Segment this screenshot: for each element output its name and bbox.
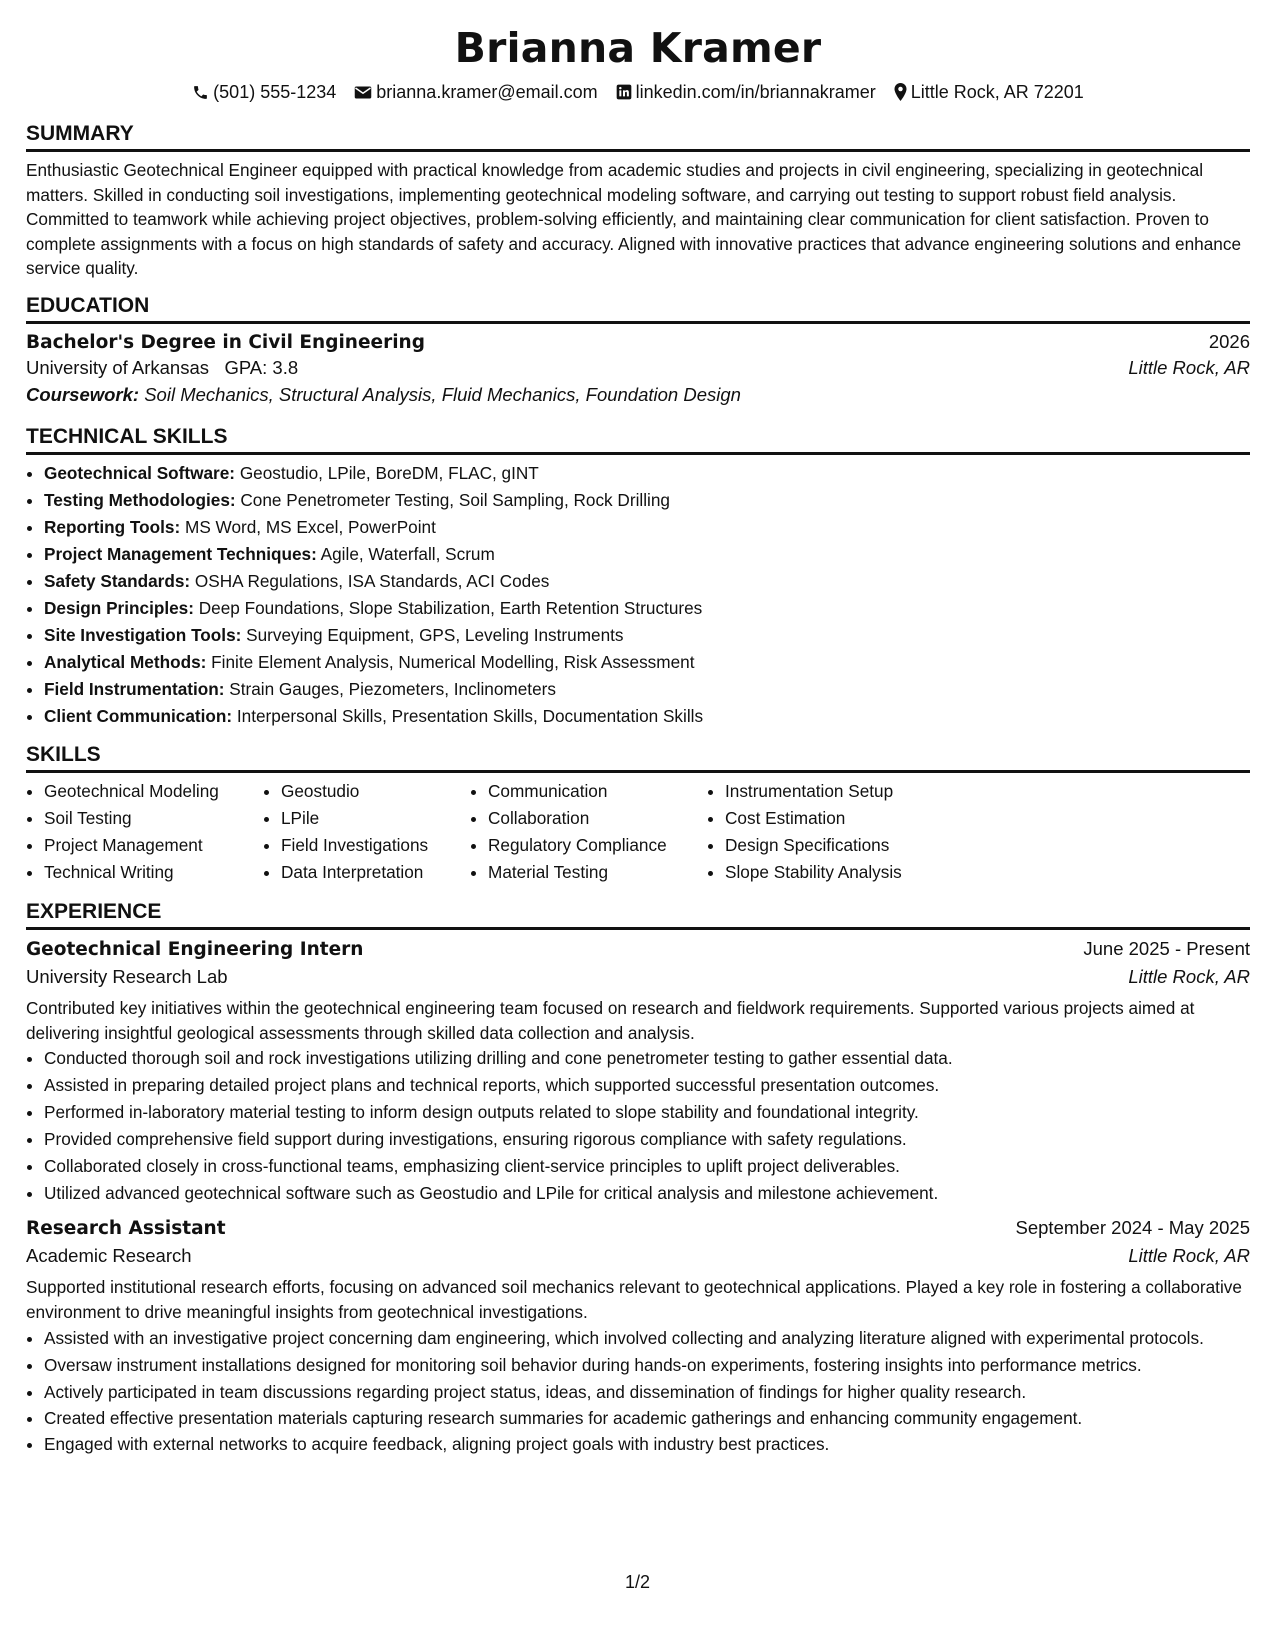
gpa: GPA: 3.8 <box>224 356 299 378</box>
list-item: • Safety Standards: OSHA Regulations, ISA Standards, ACI Codes <box>44 568 1250 595</box>
contact-email[interactable] <box>354 82 597 103</box>
school-and-gpa <box>26 357 298 379</box>
education-row-1 <box>26 331 1250 353</box>
skills-grid <box>26 778 1250 886</box>
list-item: • Cost Estimation <box>725 805 985 832</box>
job-dates: September 2024 - May 2025 <box>1015 1217 1250 1239</box>
list-item: • Provided comprehensive field support during investigations, ensuring rigorous compliance with safety regulations. <box>44 1126 1250 1153</box>
list-item: • Material Testing <box>488 859 707 886</box>
list-item: • Actively participated in team discussions regarding project status, ideas, and dissemination of findings for higher quality research. <box>44 1379 1250 1405</box>
job-description: Contributed key initiatives within the geotechnical engineering team focused on research and fieldwork requirements. Supported various projects aimed at delivering insightful geological assessments through skilled data collection and analysis. <box>26 997 1195 1043</box>
job-bullets <box>26 1045 1250 1207</box>
degree-title: Bachelor's Degree in Civil Engineering <box>26 331 425 353</box>
map-pin-icon <box>894 83 907 101</box>
graduation-year: 2026 <box>1208 330 1250 352</box>
list-item: • Project Management <box>44 832 263 859</box>
phone-icon <box>192 84 209 101</box>
resume-page <box>26 18 1250 1457</box>
list-item: • Technical Writing <box>44 859 263 886</box>
contact-bar <box>26 80 1250 104</box>
list-item: • Assisted with an investigative project concerning dam engineering, which involved collecting and analyzing literature aligned with experimental protocols. <box>44 1326 1250 1351</box>
page-number: 1/2 <box>624 1572 651 1592</box>
summary-section <box>26 121 1250 281</box>
coursework-label: Coursework: <box>26 383 140 405</box>
list-item: • Created effective presentation materials capturing research summaries for academic gatherings and enhancing community engagement. <box>44 1405 1250 1431</box>
list-item: • Client Communication: Interpersonal Skills, Presentation Skills, Documentation Skills <box>44 703 1250 730</box>
list-item: • Geotechnical Software: Geostudio, LPile, BoreDM, FLAC, gINT <box>44 460 1250 487</box>
list-item: • Oversaw instrument installations designed for monitoring soil behavior during hands-on experiments, fostering insights into performance metrics. <box>44 1353 1250 1378</box>
job-description: Supported institutional research efforts, focusing on advanced soil mechanics relevant to geotechnical applications. Played a key role in fostering a collaborative environment to drive meaningful insights from geotechnical investigations. <box>26 1277 1242 1322</box>
list-item: • Geotechnical Modeling <box>44 778 263 805</box>
list-item: • Utilized advanced geotechnical software such as Geostudio and LPile for critical analysis and milestone achievement. <box>44 1180 1250 1207</box>
list-item: • Instrumentation Setup <box>725 778 985 805</box>
technical-skills-section <box>26 424 1250 730</box>
job-bullets <box>26 1326 1250 1457</box>
contact-phone <box>192 82 336 103</box>
linkedin-text: linkedin.com/in/briannakramer <box>635 81 876 102</box>
technical-skills-heading: TECHNICAL SKILLS <box>26 424 1250 455</box>
list-item: • Performed in-laboratory material testing to inform design outputs related to slope stability and foundational integrity. <box>44 1099 1250 1126</box>
list-item: • Testing Methodologies: Cone Penetrometer Testing, Soil Sampling, Rock Drilling <box>44 487 1250 514</box>
skills-column-3 <box>470 778 707 886</box>
list-item: • Site Investigation Tools: Surveying Equipment, GPS, Leveling Instruments <box>44 622 1250 649</box>
list-item: • Collaborated closely in cross-functional teams, emphasizing client-service principles to uplift project deliverables. <box>44 1153 1250 1180</box>
skills-column-1 <box>26 778 263 886</box>
education-row-2 <box>26 357 1250 379</box>
list-item: • Design Specifications <box>725 832 985 859</box>
list-item: • Field Instrumentation: Strain Gauges, Piezometers, Inclinometers <box>44 676 1250 703</box>
job-title: Research Assistant <box>26 1218 226 1240</box>
list-item: • Collaboration <box>488 805 707 832</box>
list-item: • Communication <box>488 778 707 805</box>
list-item: • Geostudio <box>281 778 470 805</box>
job-entry <box>26 938 1250 1207</box>
email-text: brianna.kramer@email.com <box>376 81 598 102</box>
contact-linkedin[interactable] <box>616 82 876 103</box>
job-header <box>26 938 1250 960</box>
phone-text: (501) 555-1234 <box>213 81 337 102</box>
job-dates: June 2025 - Present <box>1083 937 1250 959</box>
list-item: • Engaged with external networks to acquire feedback, aligning project goals with industry best practices. <box>44 1431 1250 1457</box>
list-item: • Soil Testing <box>44 805 263 832</box>
job-org: University Research Lab <box>26 965 228 987</box>
school-location: Little Rock, AR <box>1128 356 1250 378</box>
job-subheader <box>26 966 1250 988</box>
technical-skills-list <box>26 460 1250 730</box>
job-location: Little Rock, AR <box>1128 1245 1250 1267</box>
candidate-name: Brianna Kramer <box>454 24 822 72</box>
job-location: Little Rock, AR <box>1128 965 1250 987</box>
skills-section <box>26 742 1250 886</box>
list-item: • Regulatory Compliance <box>488 832 707 859</box>
list-item: • Reporting Tools: MS Word, MS Excel, PowerPoint <box>44 514 1250 541</box>
job-title: Geotechnical Engineering Intern <box>26 938 364 960</box>
list-item: • Analytical Methods: Finite Element Analysis, Numerical Modelling, Risk Assessment <box>44 649 1250 676</box>
location-text: Little Rock, AR 72201 <box>910 81 1084 102</box>
contact-location <box>894 82 1084 103</box>
list-item: • LPile <box>281 805 470 832</box>
experience-section <box>26 899 1250 1457</box>
list-item: • Conducted thorough soil and rock investigations utilizing drilling and cone penetrometer testing to gather essential data. <box>44 1045 1250 1072</box>
education-heading: EDUCATION <box>26 293 1250 324</box>
school-name: University of Arkansas <box>26 356 210 378</box>
summary-text: Enthusiastic Geotechnical Engineer equipped with practical knowledge from academic studies and projects in civil engineering, specializing in geotechnical matters. Skilled in conducting soil investigations, implementing geotechnical modeling software, and carrying out testing to support robust field analysis. Committed to teamwork while achieving project objectives, problem-solving efficiently, and maintaining clear communication for client satisfaction. Proven to complete assignments with a focus on high standards of safety and accuracy. Aligned with innovative practices that advance engineering solutions and enhance service quality. <box>26 160 1242 279</box>
list-item: • Slope Stability Analysis <box>725 859 985 886</box>
list-item: • Field Investigations <box>281 832 470 859</box>
experience-heading: EXPERIENCE <box>26 899 1250 930</box>
coursework <box>26 384 1250 406</box>
job-entry <box>26 1217 1250 1457</box>
linkedin-icon <box>616 84 632 100</box>
skills-heading: SKILLS <box>26 742 1250 773</box>
summary-heading: SUMMARY <box>26 121 1250 152</box>
skills-column-4 <box>707 778 985 886</box>
job-org: Academic Research <box>26 1245 192 1267</box>
coursework-list: Soil Mechanics, Structural Analysis, Fluid Mechanics, Foundation Design <box>144 383 741 405</box>
job-header <box>26 1217 1250 1239</box>
education-section <box>26 293 1250 406</box>
skills-column-2 <box>263 778 470 886</box>
list-item: • Data Interpretation <box>281 859 470 886</box>
job-subheader <box>26 1245 1250 1267</box>
list-item: • Project Management Techniques: Agile, Waterfall, Scrum <box>44 541 1250 568</box>
list-item: • Design Principles: Deep Foundations, Slope Stabilization, Earth Retention Structures <box>44 595 1250 622</box>
list-item: • Assisted in preparing detailed project plans and technical reports, which supported successful presentation outcomes. <box>44 1072 1250 1099</box>
envelope-icon <box>354 85 372 100</box>
